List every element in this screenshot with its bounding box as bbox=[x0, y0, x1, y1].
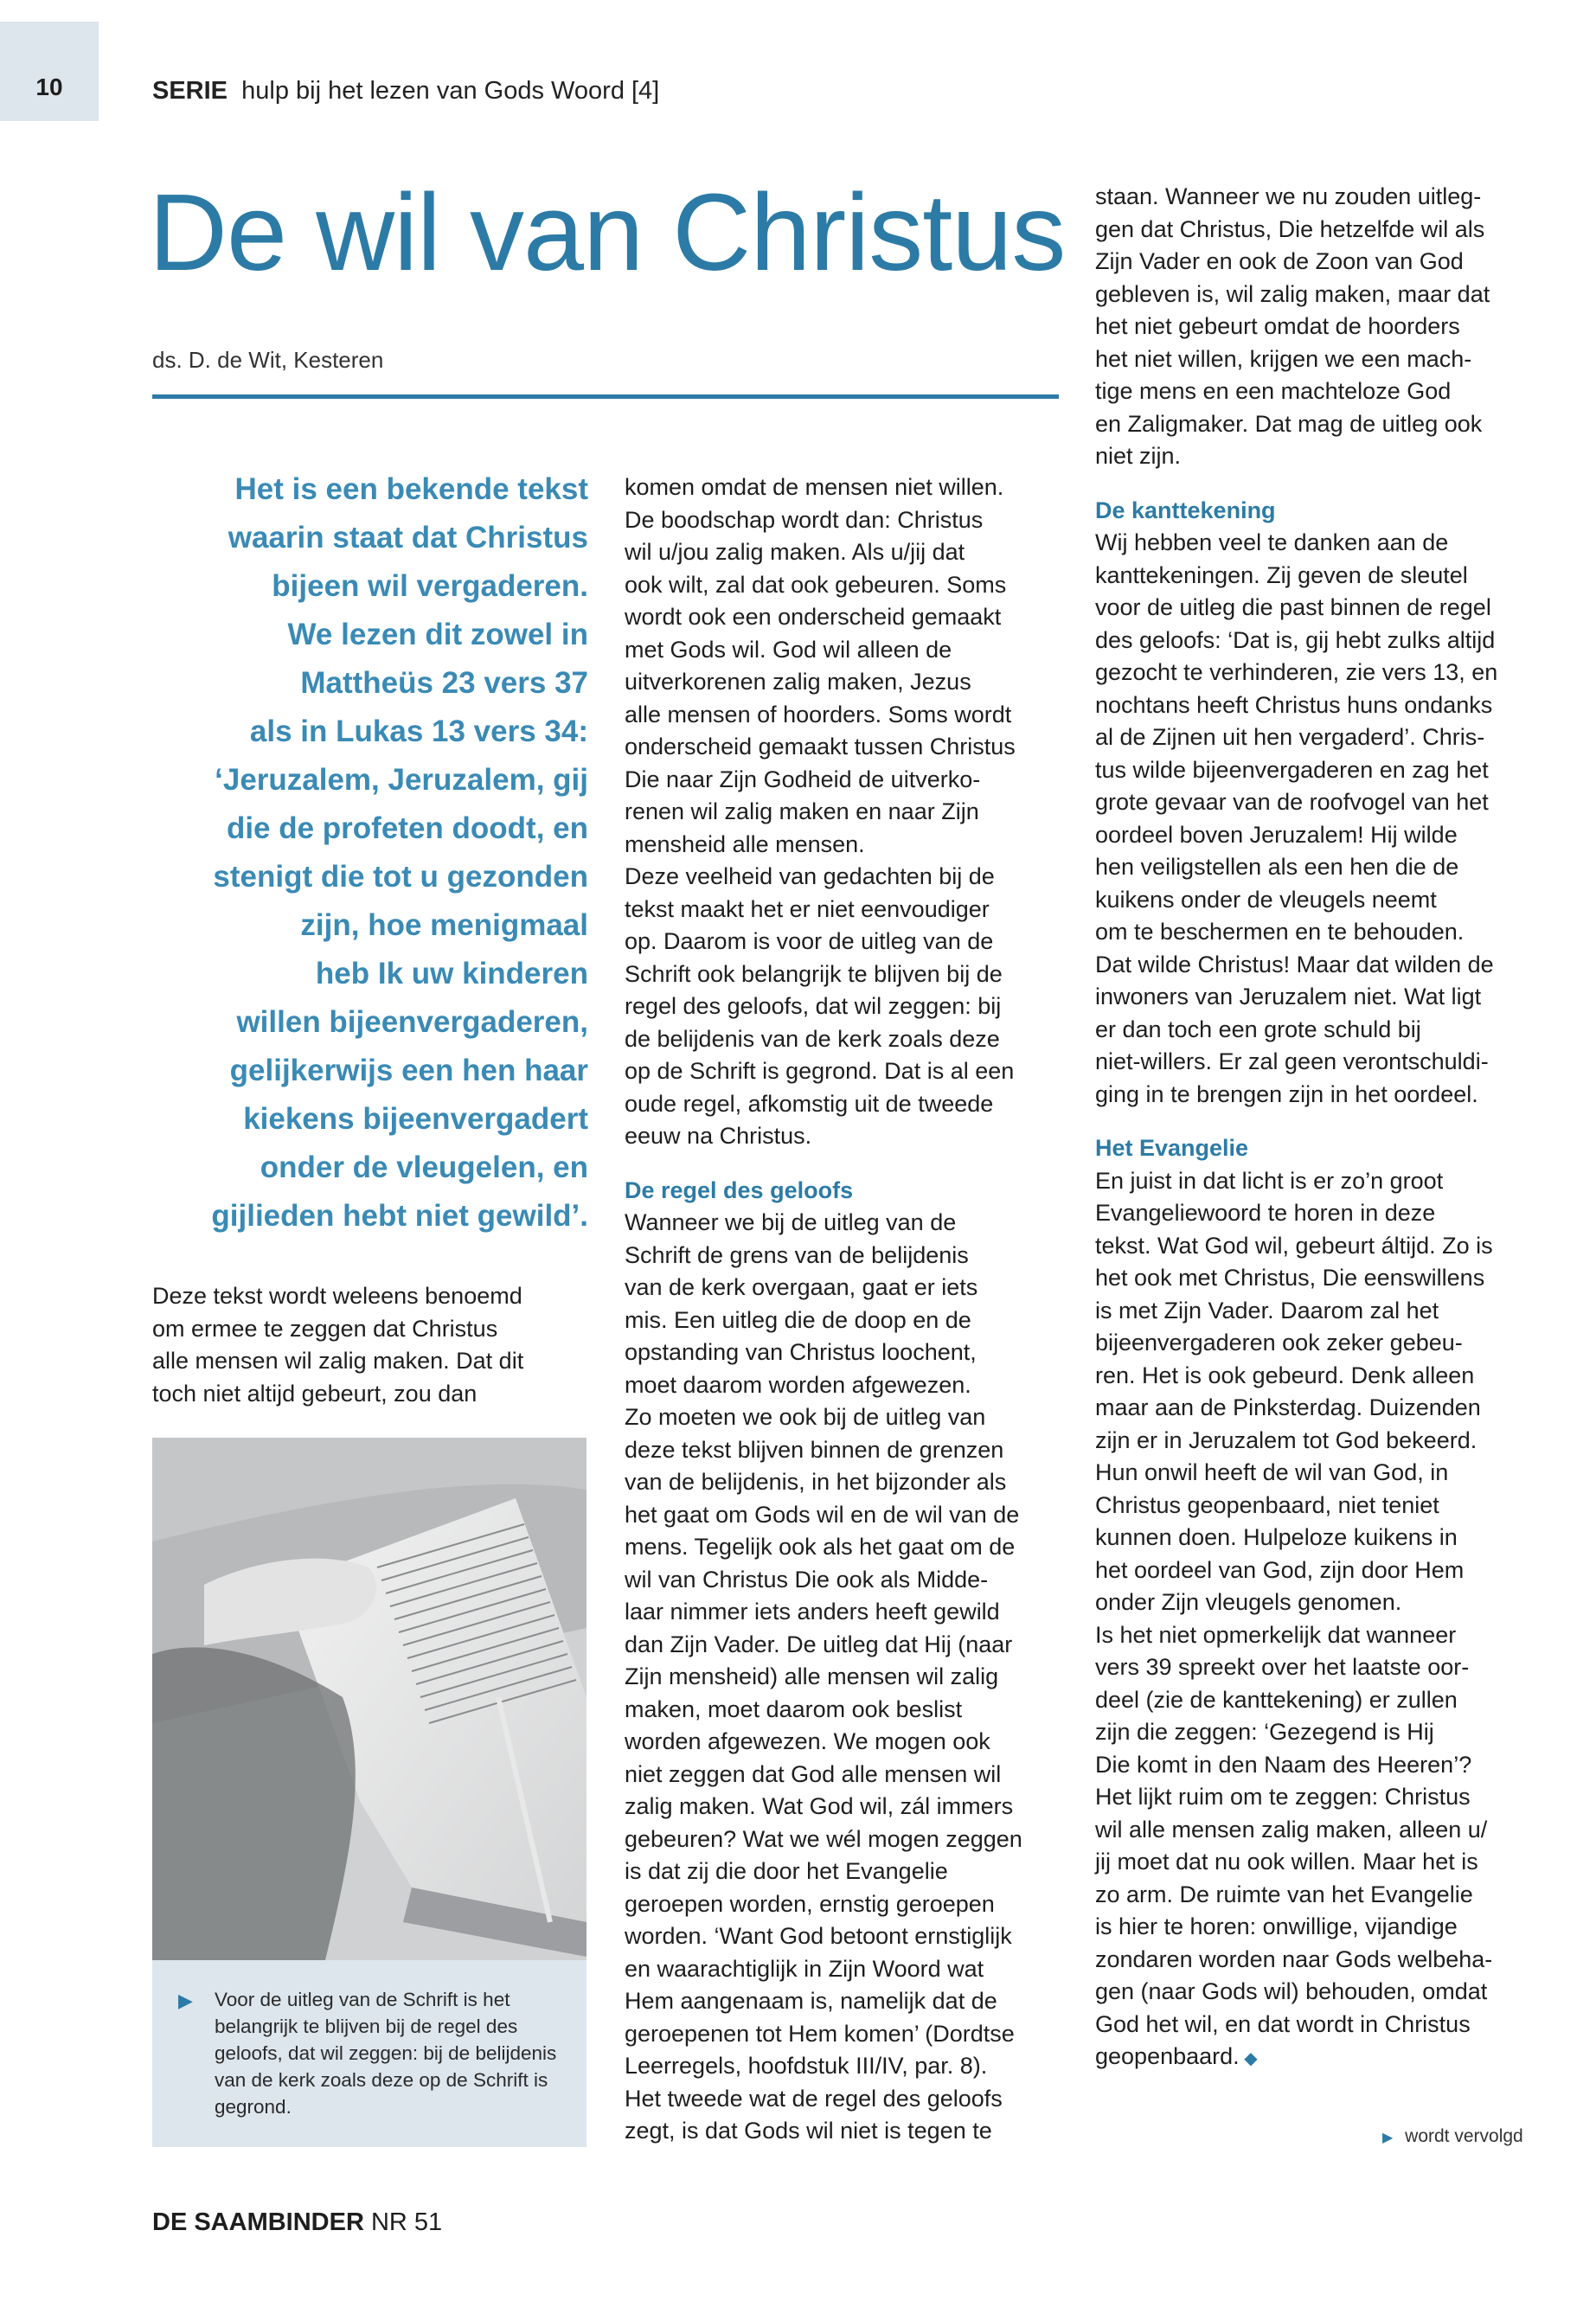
text-line: deze tekst blijven binnen de grenzen bbox=[625, 1436, 1004, 1463]
open-bible-illustration bbox=[152, 1438, 586, 1960]
text-line: kunnen doen. Hulpeloze kuikens in bbox=[1095, 1524, 1458, 1550]
text-line: worden. ‘Want God betoont ernstiglijk bbox=[625, 1923, 1012, 1949]
pull-quote-line: heb Ik uw kinderen bbox=[315, 957, 588, 990]
text-line: Hun onwil heeft de wil van God, in bbox=[1095, 1459, 1449, 1485]
series-header bbox=[152, 77, 659, 106]
text-line: Christus geopenbaard, niet teniet bbox=[1095, 1491, 1439, 1518]
text-line: Dat wilde Christus! Maar dat wilden de bbox=[1095, 951, 1494, 977]
text-line: zijn er in Jeruzalem tot God bekeerd. bbox=[1095, 1426, 1477, 1453]
text-line: Zijn mensheid) alle mensen wil zalig bbox=[625, 1663, 999, 1689]
title-divider bbox=[152, 394, 1059, 399]
text-line: tus wilde bijeenvergaderen en zag het bbox=[1095, 756, 1489, 783]
text-line: van de kerk overgaan, gaat er iets bbox=[625, 1274, 978, 1300]
text-line: moet daarom worden afgewezen. bbox=[625, 1371, 971, 1398]
text-line: er dan toch een grote schuld bij bbox=[1095, 1016, 1421, 1042]
text-line: niet zeggen dat God alle mensen wil bbox=[625, 1760, 1002, 1787]
text-line: het gaat om Gods wil en de wil van de bbox=[625, 1501, 1020, 1528]
text-line: wordt ook een onderscheid gemaakt bbox=[625, 604, 1002, 630]
text-line: van de belijdenis, in het bijzonder als bbox=[625, 1469, 1007, 1495]
text-line: opstanding van Christus loochent, bbox=[625, 1339, 977, 1365]
pull-quote-line: onder de vleugelen, en bbox=[260, 1150, 588, 1184]
text-line: op de Schrift is gegrond. Dat is al een bbox=[625, 1058, 1015, 1084]
text-line: wil alle mensen zalig maken, alleen u/ bbox=[1095, 1816, 1488, 1843]
text-line: mens. Tegelijk ook als het gaat om de bbox=[625, 1534, 1016, 1560]
series-label: SERIE bbox=[152, 77, 228, 105]
text-line: geroepenen tot Hem komen’ (Dordtse bbox=[625, 2020, 1015, 2047]
text-line: Het lijkt ruim om te zeggen: Christus bbox=[1095, 1784, 1471, 1810]
left-column bbox=[152, 1280, 602, 1410]
text-line: De boodschap wordt dan: Christus bbox=[625, 506, 984, 533]
text-line: Wanneer we bij de uitleg van de bbox=[625, 1209, 957, 1235]
text-line: op. Daarom is voor de uitleg van de bbox=[625, 928, 994, 954]
text-line: Wij hebben veel te danken aan de bbox=[1095, 529, 1449, 555]
right-column bbox=[1095, 181, 1545, 2076]
text-line: het niet willen, krijgen we een mach- bbox=[1095, 345, 1472, 372]
text-line: is dat zij die door het Evangelie bbox=[625, 1858, 948, 1884]
text-line: God het wil, en dat wordt in Christus bbox=[1095, 2010, 1471, 2037]
middle-column bbox=[625, 471, 1074, 2148]
text-line: het oordeel van God, zijn door Hem bbox=[1095, 1556, 1465, 1583]
text-line: deel (zie de kanttekening) er zullen bbox=[1095, 1686, 1458, 1713]
page-footer bbox=[152, 2208, 442, 2237]
article-title: De wil van Christus bbox=[149, 171, 1066, 293]
text-line: mensheid alle mensen. bbox=[625, 830, 865, 857]
text-line: met Gods wil. God wil alleen de bbox=[625, 636, 952, 663]
pull-quote-line: Het is een bekende tekst bbox=[234, 472, 588, 506]
section-heading-evangelie: Het Evangelie bbox=[1095, 1135, 1249, 1161]
text-line: al de Zijnen uit hen vergaderd’. Chris- bbox=[1095, 724, 1485, 750]
pull-quote-line: gelijkerwijs een hen haar bbox=[229, 1054, 588, 1087]
text-line: gebleven is, wil zalig maken, maar dat bbox=[1095, 280, 1490, 307]
text-line: Het tweede wat de regel des geloofs bbox=[625, 2085, 1003, 2112]
text-line: inwoners van Jeruzalem niet. Wat ligt bbox=[1095, 984, 1482, 1009]
text-line: gen (naar Gods wil) behouden, omdat bbox=[1095, 1978, 1488, 2004]
text-line: is hier te horen: onwillige, vijandige bbox=[1095, 1913, 1458, 1939]
pull-quote-line: Mattheüs 23 vers 37 bbox=[300, 666, 588, 700]
pull-quote bbox=[173, 465, 588, 1240]
text-line: tekst. Wat God wil, gebeurt áltijd. Zo is bbox=[1095, 1232, 1493, 1259]
text-line: ren. Het is ook gebeurd. Denk alleen bbox=[1095, 1362, 1475, 1388]
text-line: komen omdat de mensen niet willen. bbox=[625, 474, 1004, 500]
continued-triangle-icon: ▶ bbox=[1382, 2131, 1394, 2145]
pull-quote-line: We lezen dit zowel in bbox=[287, 618, 588, 651]
text-line: worden afgewezen. We mogen ook bbox=[625, 1728, 990, 1754]
text-line: zijn die zeggen: ‘Gezegend is Hij bbox=[1095, 1719, 1434, 1745]
pull-quote-line: waarin staat dat Christus bbox=[228, 521, 588, 554]
text-line: En juist in dat licht is er zo’n groot bbox=[1095, 1167, 1444, 1194]
text-line: hen veiligstellen als een hen die de bbox=[1095, 854, 1459, 880]
text-line: maken, moet daarom ook beslist bbox=[625, 1695, 963, 1722]
text-line: is met Zijn Vader. Daarom zal het bbox=[1095, 1297, 1439, 1324]
continued-label: wordt vervolgd bbox=[1405, 2126, 1523, 2146]
text-line: alle mensen of hoorders. Soms wordt bbox=[625, 701, 1012, 727]
text-line: grote gevaar van de roofvogel van het bbox=[1095, 789, 1489, 815]
text-line: zegt, is dat Gods wil niet is tegen te bbox=[625, 2118, 992, 2144]
text-line: gen dat Christus, Die hetzelfde wil als bbox=[1095, 215, 1485, 242]
text-line: mis. Een uitleg die de doop en de bbox=[625, 1306, 971, 1333]
caption-triangle-icon: ▶ bbox=[178, 1990, 193, 2011]
text-line: Die komt in den Naam des Heeren’? bbox=[1095, 1751, 1472, 1778]
bible-photo bbox=[152, 1438, 586, 1960]
text-line: het niet gebeurt omdat de hoorders bbox=[1095, 313, 1460, 339]
text-line: zo arm. De ruimte van het Evangelie bbox=[1095, 1881, 1473, 1907]
text-line: onderscheid gemaakt tussen Christus bbox=[625, 734, 1016, 760]
pull-quote-line: ‘Jeruzalem, Jeruzalem, gij bbox=[215, 763, 588, 797]
page-number: 10 bbox=[0, 22, 99, 121]
text-line: wil u/jou zalig maken. Als u/jij dat bbox=[625, 539, 965, 565]
text-line: maar aan de Pinksterdag. Duizenden bbox=[1095, 1394, 1481, 1420]
pull-quote-line: die de profeten doodt, en bbox=[226, 811, 588, 845]
text-line: Die naar Zijn Godheid de uitverko- bbox=[625, 766, 981, 792]
text-line: oordeel boven Jeruzalem! Hij wilde bbox=[1095, 821, 1458, 848]
text-line: tige mens en een machteloze God bbox=[1095, 378, 1452, 404]
pull-quote-line: stenigt die tot u gezonden bbox=[213, 860, 588, 894]
text-line: en Zaligmaker. Dat mag de uitleg ook bbox=[1095, 410, 1483, 437]
text-line: zalig maken. Wat God wil, zál immers bbox=[625, 1793, 1014, 1819]
text-line: ging in te brengen zijn in het oordeel. bbox=[1095, 1080, 1478, 1107]
pull-quote-line: gijlieden hebt niet gewild’. bbox=[211, 1199, 588, 1233]
text-line: toch niet altijd gebeurt, zou dan bbox=[152, 1380, 478, 1407]
text-line: oude regel, afkomstig uit de tweede bbox=[625, 1090, 994, 1117]
article-author: ds. D. de Wit, Kesteren bbox=[152, 347, 384, 373]
text-line: de belijdenis van de kerk zoals deze bbox=[625, 1025, 1000, 1052]
text-line: ook wilt, zal dat ook gebeuren. Soms bbox=[625, 571, 1007, 598]
text-line: Schrift ook belangrijk te blijven bij de bbox=[625, 960, 1003, 987]
text-line: vers 39 spreekt over het laatste oor- bbox=[1095, 1654, 1470, 1680]
pull-quote-line: willen bijeenvergaderen, bbox=[236, 1005, 588, 1039]
pull-quote-line: als in Lukas 13 vers 34: bbox=[249, 715, 588, 748]
text-line: des geloofs: ‘Dat is, gij hebt zulks altijd bbox=[1095, 626, 1496, 653]
text-line: geopenbaard. ◆ bbox=[1095, 2043, 1258, 2069]
series-title: hulp bij het lezen van Gods Woord [4] bbox=[241, 77, 660, 105]
text-line: laar nimmer iets anders heeft gewild bbox=[625, 1599, 1000, 1625]
text-line: kuikens onder de vleugels neemt bbox=[1095, 886, 1437, 913]
photo-caption-box bbox=[152, 1960, 586, 2147]
continued-note bbox=[1382, 2126, 1523, 2147]
text-line: Is het niet opmerkelijk dat wanneer bbox=[1095, 1621, 1457, 1648]
text-line: regel des geloofs, dat wil zeggen: bij bbox=[625, 993, 1002, 1019]
text-line: nochtans heeft Christus huns ondanks bbox=[1095, 691, 1493, 718]
text-line: Evangeliewoord te horen in deze bbox=[1095, 1200, 1436, 1226]
text-line: niet-willers. Er zal geen verontschuldi- bbox=[1095, 1048, 1489, 1074]
text-line: gezocht te verhinderen, zie vers 13, en bbox=[1095, 659, 1498, 685]
text-line: Leerregels, hoofdstuk III/IV, par. 8). bbox=[625, 2053, 988, 2079]
text-line: om te beschermen en te behouden. bbox=[1095, 919, 1465, 945]
text-line: Zo moeten we ook bij de uitleg van bbox=[625, 1404, 986, 1430]
text-line: geroepen worden, ernstig geroepen bbox=[625, 1890, 995, 1917]
text-line: jij moet dat nu ook willen. Maar het is bbox=[1095, 1849, 1478, 1875]
section-heading-kanttekening: De kanttekening bbox=[1095, 497, 1276, 523]
text-line: Hem aangenaam is, namelijk dat de bbox=[625, 1988, 997, 2014]
text-line: uitverkorenen zalig maken, Jezus bbox=[625, 669, 971, 695]
text-line: gebeuren? Wat we wél mogen zeggen bbox=[625, 1825, 1022, 1852]
text-line: en waarachtiglijk in Zijn Woord wat bbox=[625, 1955, 984, 1982]
end-diamond-icon: ◆ bbox=[1239, 2049, 1258, 2068]
pull-quote-line: kiekens bijeenvergadert bbox=[243, 1102, 588, 1136]
text-line: renen wil zalig maken en naar Zijn bbox=[625, 798, 979, 824]
text-line: wil van Christus Die ook als Midde- bbox=[625, 1566, 989, 1593]
text-line: om ermee te zeggen dat Christus bbox=[152, 1315, 498, 1342]
text-line: Deze veelheid van gedachten bij de bbox=[625, 863, 995, 889]
issue-number: NR 51 bbox=[370, 2208, 443, 2236]
text-line: onder Zijn vleugels genomen. bbox=[1095, 1589, 1402, 1615]
magazine-name: DE SAAMBINDER bbox=[152, 2208, 364, 2236]
section-heading-regel-des-geloofs: De regel des geloofs bbox=[625, 1176, 854, 1203]
text-line: staan. Wanneer we nu zouden uitleg- bbox=[1095, 183, 1482, 209]
photo-caption: Voor de uitleg van de Schrift is het belangrijk te blijven bij de regel des geloofs, dat wil zeggen: bij de belijdenis van de kerk zoals deze op de Schrift is gegrond. bbox=[215, 1989, 557, 2118]
text-line: Zijn Vader en ook de Zoon van God bbox=[1095, 248, 1464, 274]
text-line: alle mensen wil zalig maken. Dat dit bbox=[152, 1348, 524, 1374]
pull-quote-line: bijeen wil vergaderen. bbox=[272, 569, 588, 603]
text-line: kanttekeningen. Zij geven de sleutel bbox=[1095, 561, 1468, 588]
text-line: Schrift de grens van de belijdenis bbox=[625, 1241, 969, 1268]
text-line: voor de uitleg die past binnen de regel bbox=[1095, 594, 1491, 620]
text-line: het ook met Christus, Die eenswillens bbox=[1095, 1265, 1485, 1291]
text-line: niet zijn. bbox=[1095, 443, 1182, 469]
text-line: eeuw na Christus. bbox=[625, 1123, 812, 1149]
text-line: Deze tekst wordt weleens benoemd bbox=[152, 1283, 522, 1309]
text-line: bijeenvergaderen ook zeker gebeu- bbox=[1095, 1330, 1463, 1356]
text-line: zondaren worden naar Gods welbeha- bbox=[1095, 1945, 1493, 1972]
pull-quote-line: zijn, hoe menigmaal bbox=[300, 908, 588, 942]
text-line: tekst maakt het er niet eenvoudiger bbox=[625, 895, 990, 922]
text-line: dan Zijn Vader. De uitleg dat Hij (naar bbox=[625, 1631, 1013, 1657]
